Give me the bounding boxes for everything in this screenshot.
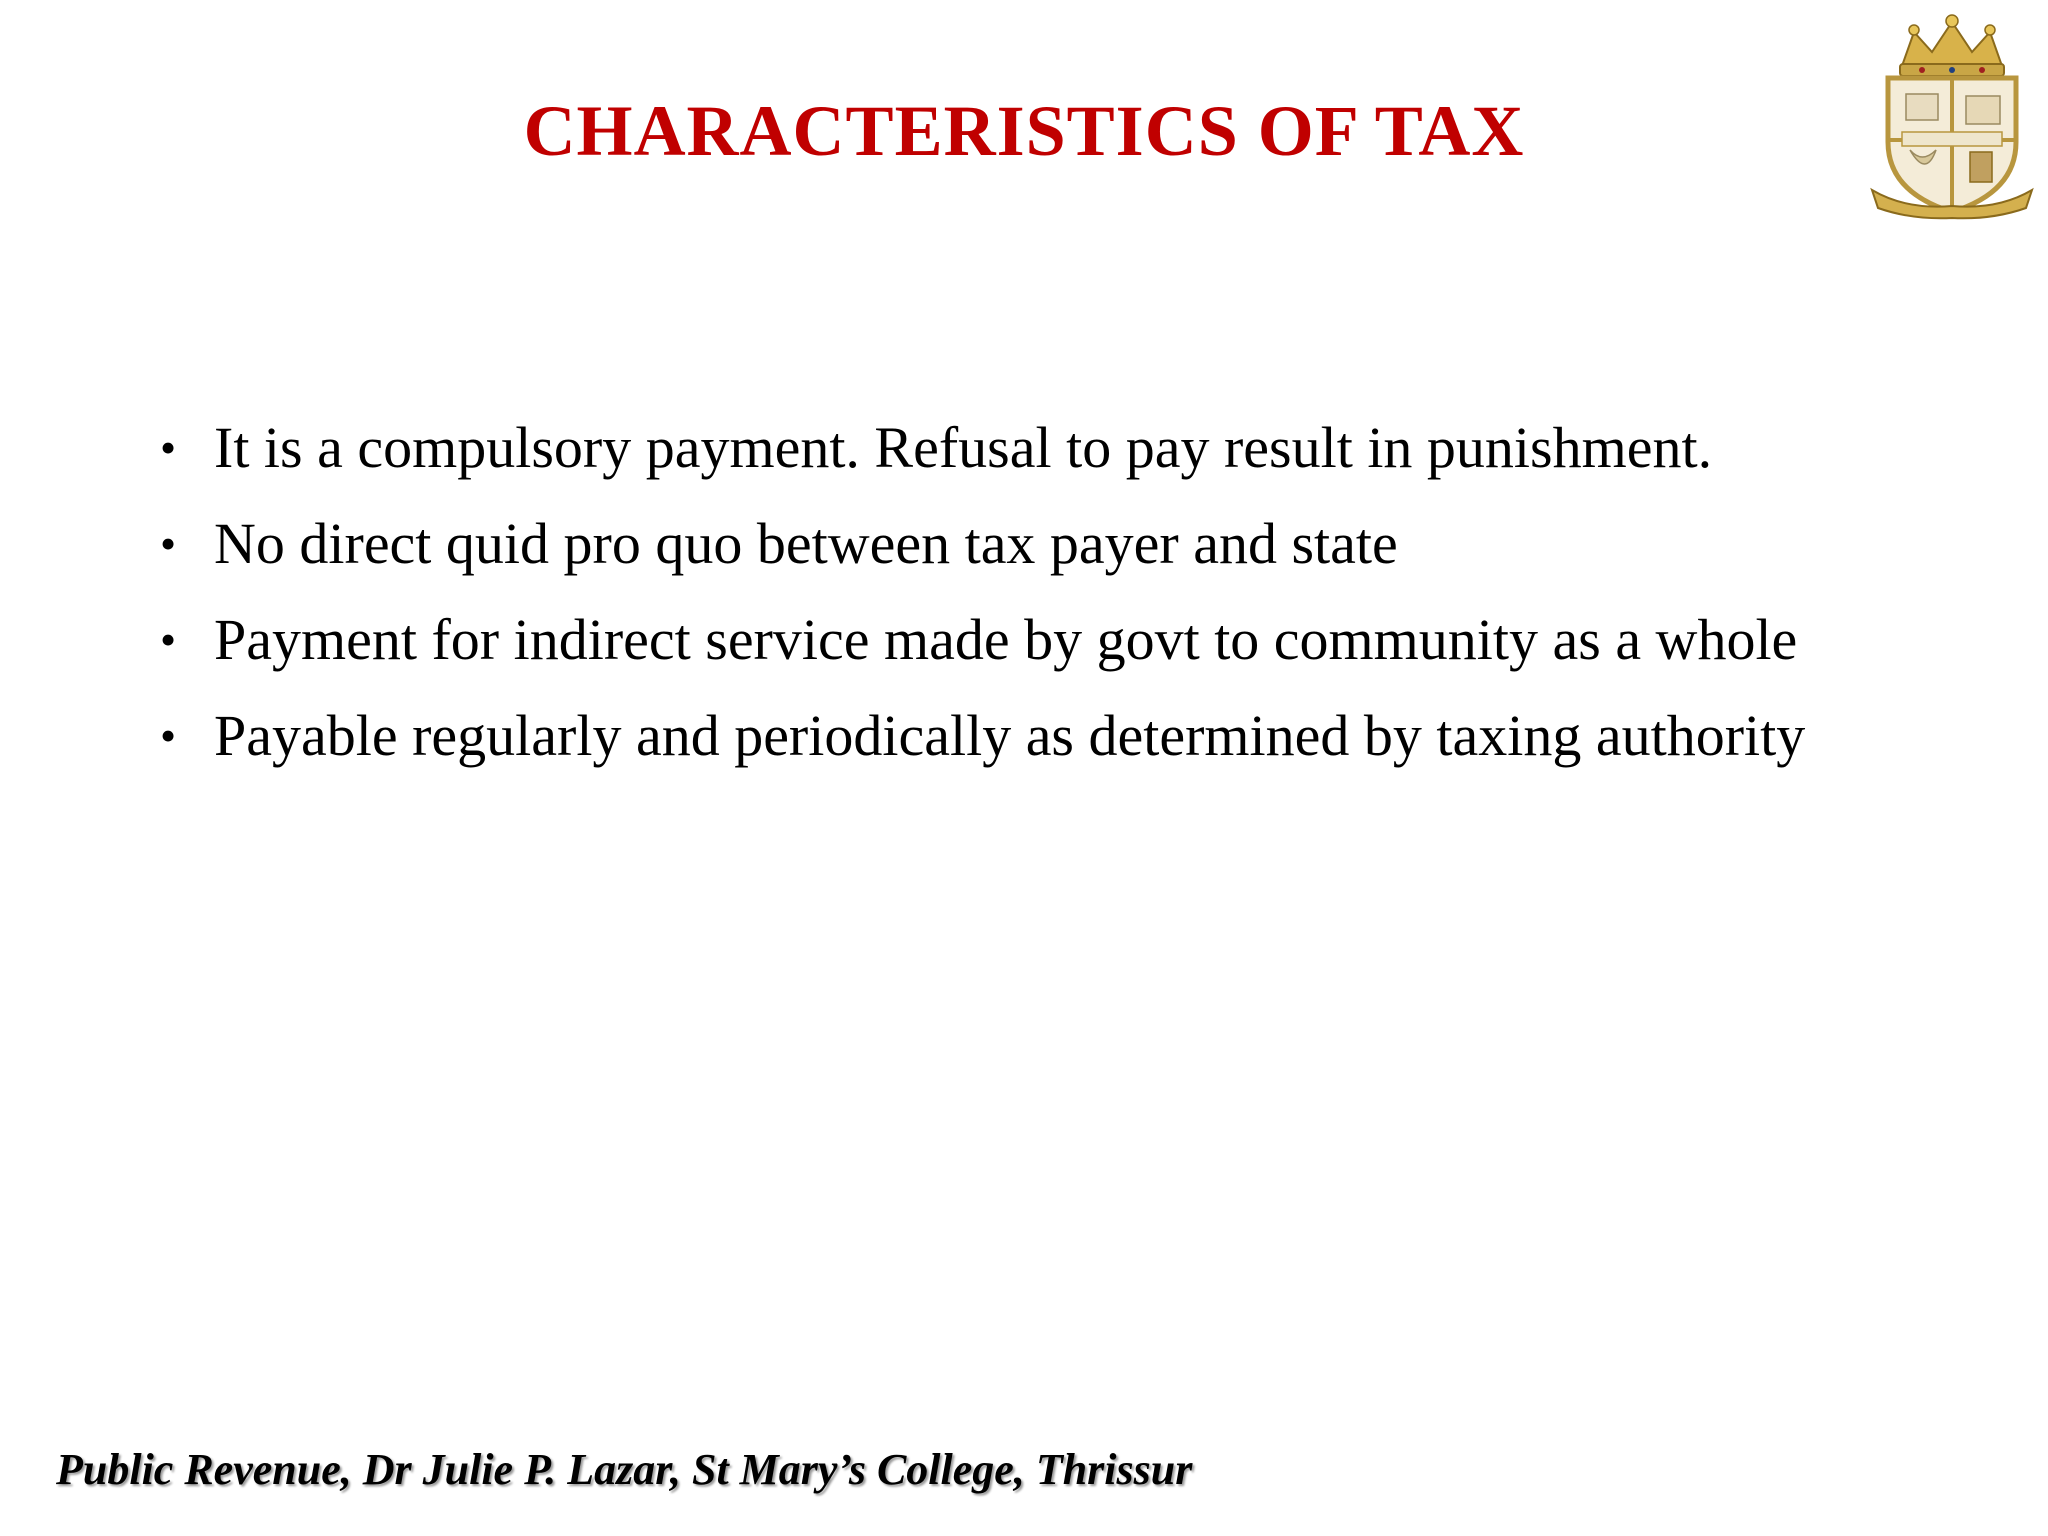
crown-icon [1900, 15, 2004, 76]
bullet-icon: • [160, 710, 177, 761]
list-item [160, 606, 1920, 674]
list-item [160, 510, 1920, 578]
bullet-icon: • [160, 614, 177, 665]
list-item [160, 702, 1920, 770]
college-crest-icon [1866, 14, 2038, 220]
bullet-text: It is a compulsory payment. Refusal to pay result in punishment. [214, 415, 1713, 480]
slide-footer: Public Revenue, Dr Julie P. Lazar, St Mary’s College, Thrissur [56, 1445, 1193, 1494]
slide-title: CHARACTERISTICS OF TAX [523, 91, 1525, 171]
bullet-text: Payable regularly and periodically as determined by taxing authority [214, 703, 1806, 768]
bullet-icon: • [160, 518, 177, 569]
shield-icon [1888, 78, 2016, 212]
bullet-text: No direct quid pro quo between tax payer and state [214, 511, 1398, 576]
bullet-list [160, 414, 1920, 798]
bullet-text: Payment for indirect service made by govt to community as a whole [214, 607, 1798, 672]
bullet-icon: • [160, 422, 177, 473]
list-item [160, 414, 1920, 482]
